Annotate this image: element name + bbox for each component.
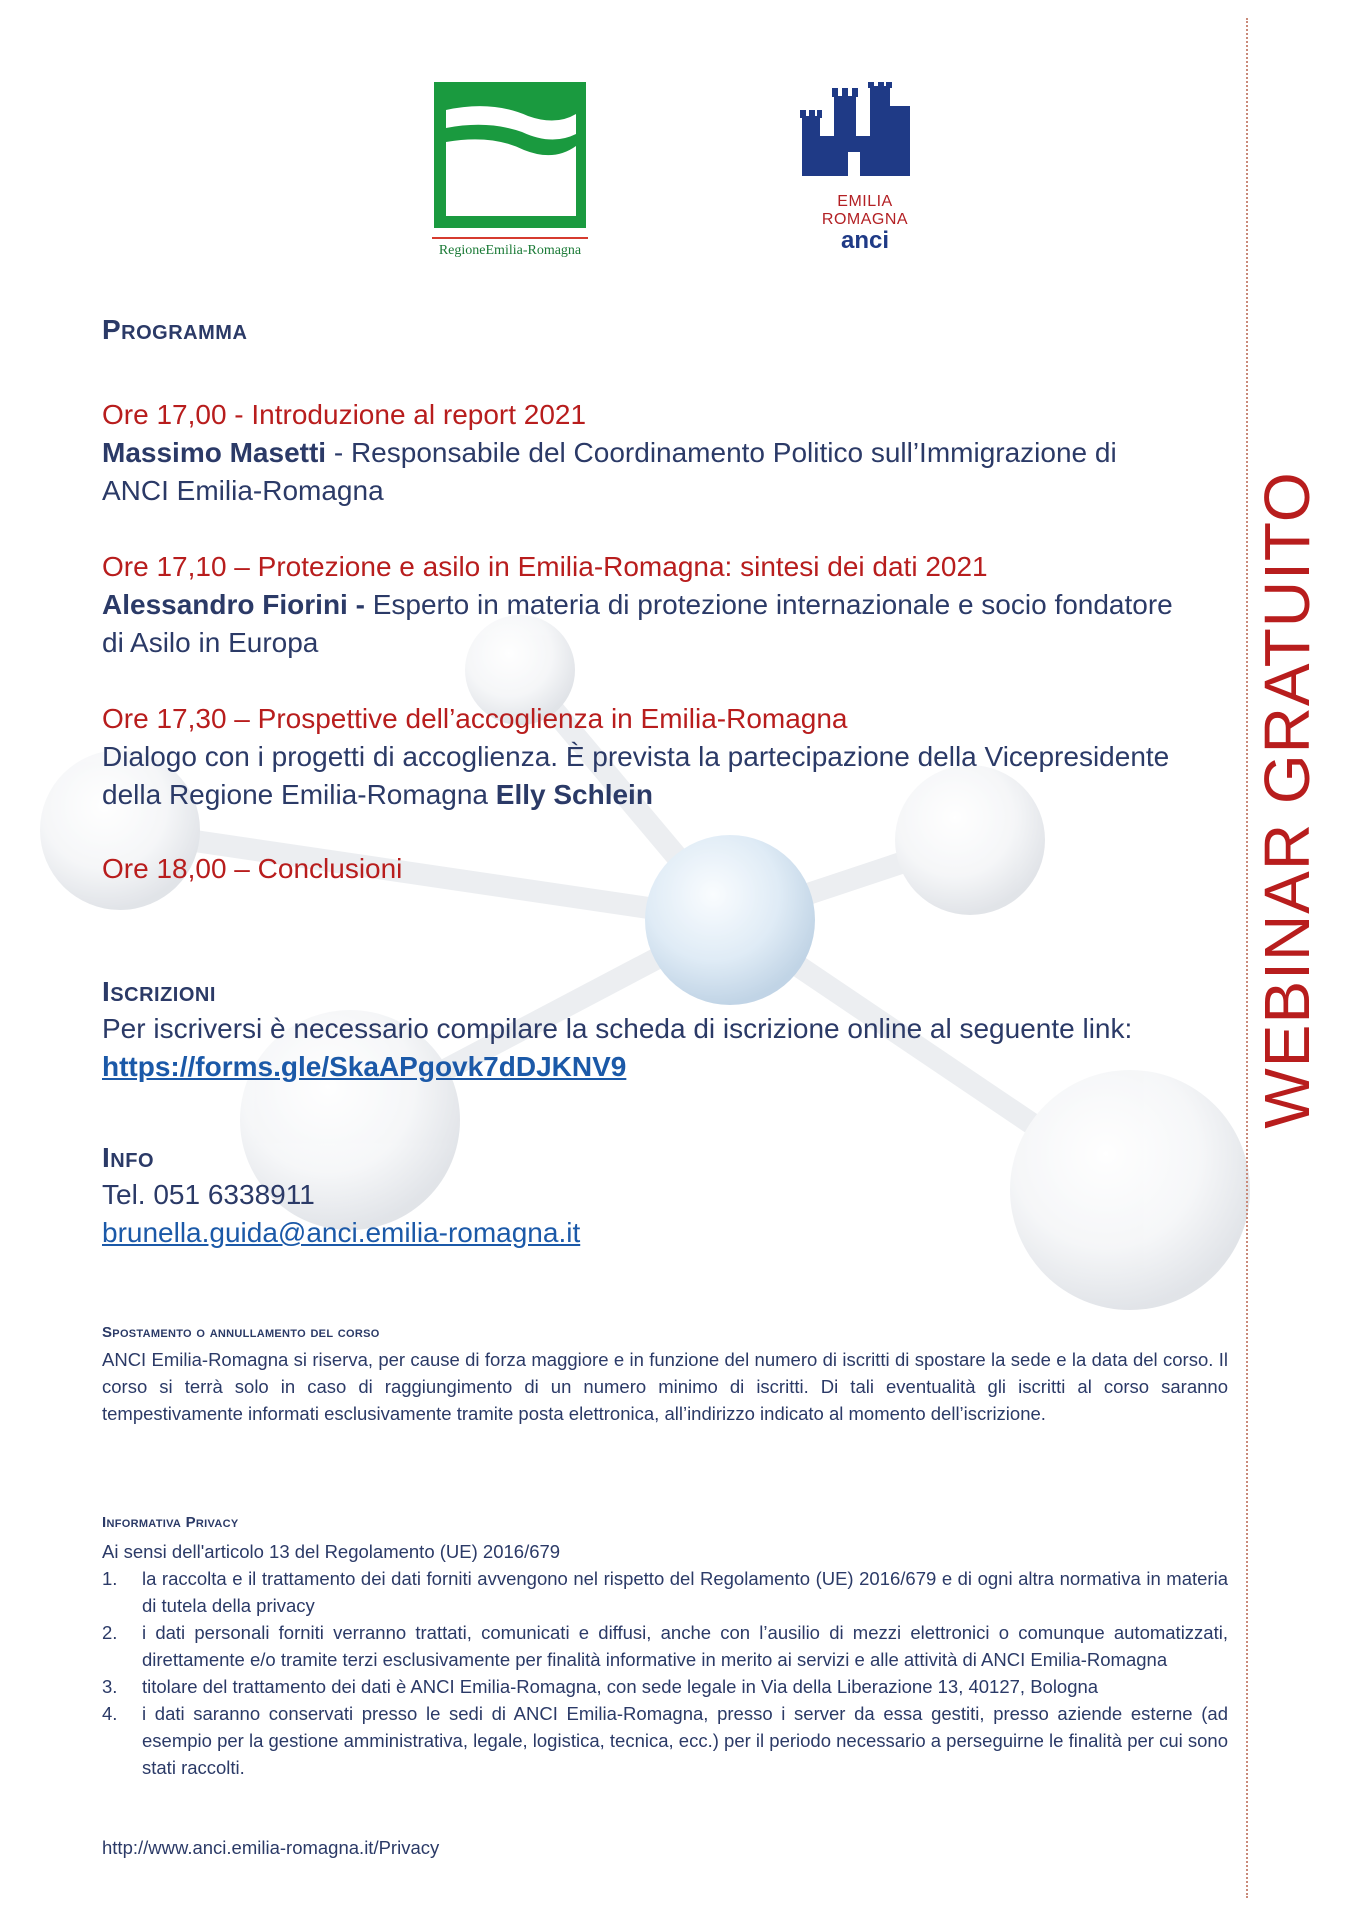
program-item-2 — [102, 548, 1173, 662]
castle-towers-icon — [790, 82, 940, 182]
program-item-time: Ore 17,30 – Prospettive dell’accoglienza in Emilia-Romagna — [102, 703, 848, 734]
privacy-list — [102, 1565, 1228, 1781]
list-item-text: la raccolta e il trattamento dei dati forniti avvengono nel rispetto del Regolamento (UE) 2016/679 e di ogni altra normativa in materia di tutela della privacy — [142, 1568, 1228, 1616]
list-item-number: 3. — [102, 1676, 118, 1697]
speaker-name: Elly Schlein — [495, 779, 653, 810]
speaker-name: Massimo Masetti — [102, 437, 327, 468]
privacy-heading: Informativa Privacy — [102, 1514, 239, 1531]
info-email-link[interactable]: brunella.guida@anci.emilia-romagna.it — [102, 1217, 581, 1248]
speaker-role: - Responsabile del Coordinamento Politico sull’Immigrazione di — [326, 437, 1117, 468]
region-flag-icon — [432, 80, 588, 230]
program-item-description-continued: della Regione Emilia-Romagna — [102, 779, 496, 810]
regione-emilia-romagna-logo — [432, 80, 588, 260]
registration-form-link[interactable]: https://forms.gle/SkaAPgovk7dDJKNV9 — [102, 1051, 627, 1082]
program-item-time: Ore 17,10 – Protezione e asilo in Emilia-Romagna: sintesi dei dati 2021 — [102, 551, 988, 582]
iscrizioni-text: Per iscriversi è necessario compilare la scheda di iscrizione online al seguente link: — [102, 1013, 1133, 1044]
info-phone: Tel. 051 6338911 — [102, 1179, 315, 1210]
privacy-list-item — [102, 1565, 1228, 1619]
program-item-description: Dialogo con i progetti di accoglienza. È prevista la partecipazione della Vicepresidente — [102, 741, 1170, 772]
anci-emilia-romagna-logo — [790, 82, 940, 262]
anci-logo-line1: EMILIA — [837, 193, 893, 210]
privacy-footer-url: http://www.anci.emilia-romagna.it/Privacy — [102, 1837, 440, 1858]
list-item-number: 1. — [102, 1568, 118, 1589]
program-item-time: Ore 18,00 – Conclusioni — [102, 853, 403, 884]
list-item-text: i dati personali forniti verranno trattati, comunicati e diffusi, anche con l’ausilio di mezzi elettronici o comunque automatizzati, direttamente e/o tramite terzi esclusivamente per finalità informative in merito ai servizi e alle attività di ANCI Emilia-Romagna — [142, 1622, 1228, 1670]
privacy-list-item — [102, 1673, 1228, 1700]
list-item-number: 4. — [102, 1703, 118, 1724]
speaker-name: Alessandro Fiorini - — [102, 589, 365, 620]
program-item-1 — [102, 396, 1117, 510]
spostamento-heading: Spostamento o annullamento del corso — [102, 1324, 380, 1341]
region-logo-caption: RegioneEmilia-Romagna — [438, 243, 582, 258]
speaker-role: Esperto in materia di protezione internazionale e socio fondatore — [364, 589, 1173, 620]
spostamento-text: ANCI Emilia-Romagna si riserva, per cause di forza maggiore e in funzione del numero di iscritti di spostare la sede e la data del corso. Il corso si terrà solo in caso di raggiungimento di un numero minimo di iscritti. Di tali eventualità gli iscritti al corso saranno tempestivamente informati esclusivamente tramite posta elettronica, all’indirizzo indicato al momento dell’iscrizione. — [102, 1349, 1228, 1424]
anci-logo-line2: ROMAGNA — [821, 211, 909, 228]
anci-logo-word: anci — [840, 227, 890, 254]
programma-heading: Programma — [102, 314, 248, 345]
iscrizioni-heading: Iscrizioni — [102, 976, 216, 1007]
speaker-role-continued: di Asilo in Europa — [102, 627, 319, 658]
privacy-list-item — [102, 1700, 1228, 1781]
program-item-time: Ore 17,00 - Introduzione al report 2021 — [102, 399, 587, 430]
list-item-number: 2. — [102, 1622, 118, 1643]
vertical-title: WEBINAR GRATUITO — [1251, 471, 1323, 1129]
privacy-intro: Ai sensi dell'articolo 13 del Regolamento (UE) 2016/679 — [102, 1541, 561, 1562]
speaker-role-continued: ANCI Emilia-Romagna — [102, 475, 384, 506]
privacy-list-item — [102, 1619, 1228, 1673]
program-item-4 — [102, 850, 402, 888]
dotted-border-line — [1246, 18, 1248, 1898]
info-heading: Info — [102, 1142, 154, 1173]
list-item-text: i dati saranno conservati presso le sedi di ANCI Emilia-Romagna, presso i server da essa gestiti, presso aziende esterne (ad esempio per la gestione amministrativa, legale, logistica, tecnica, ecc.) per il periodo necessario a perseguirne le finalità per cui sono stati raccolti. — [142, 1703, 1228, 1778]
program-item-3 — [102, 700, 1169, 814]
list-item-text: titolare del trattamento dei dati è ANCI Emilia-Romagna, con sede legale in Via della Liberazione 13, 40127, Bologna — [142, 1676, 1099, 1697]
